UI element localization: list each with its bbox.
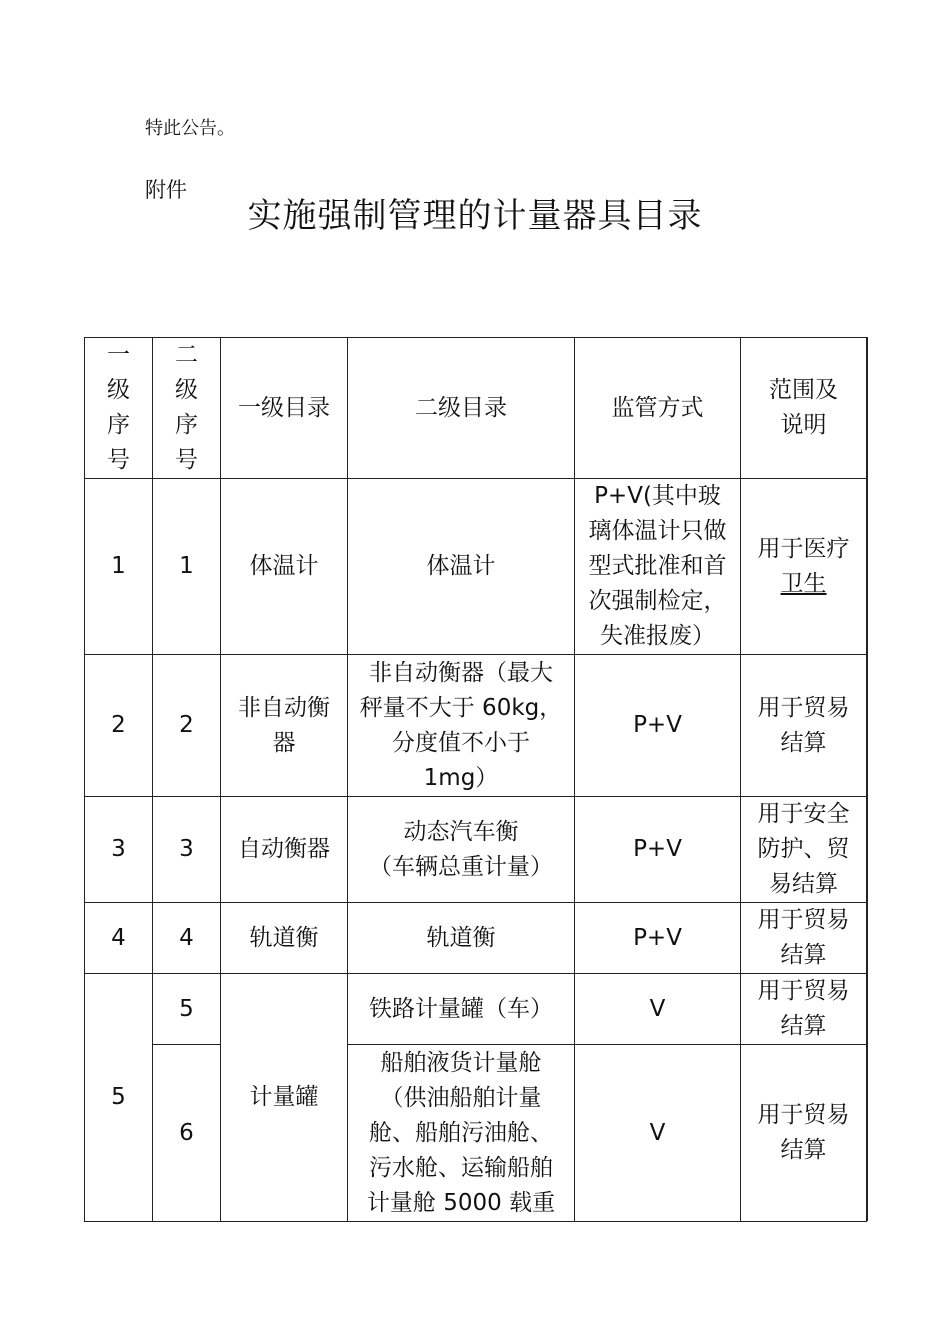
cell-level2-category: 体温计 [348, 479, 575, 655]
cell-level2-category: 铁路计量罐（车） [348, 974, 575, 1045]
cell-level1-no: 2 [85, 655, 153, 797]
cell-scope: 用于医疗 卫生 [741, 479, 867, 655]
cell-scope: 用于贸易 结算 [741, 974, 867, 1045]
document-title: 实施强制管理的计量器具目录 [247, 196, 703, 236]
cell-level1-category: 计量罐 [221, 974, 348, 1222]
cell-level1-category: 自动衡器 [221, 797, 348, 903]
cell-supervision-method: P+V [575, 903, 741, 974]
measuring-instrument-catalog-table [84, 337, 867, 1222]
cell-scope: 用于贸易 结算 [741, 1045, 867, 1222]
table-row [85, 655, 867, 797]
cell-level2-category: 非自动衡器（最大 秤量不大于 60kg， 分度值不小于 1mg） [348, 655, 575, 797]
cell-level1-category: 非自动衡 器 [221, 655, 348, 797]
cell-level2-no: 1 [153, 479, 221, 655]
cell-level2-no: 6 [153, 1045, 221, 1222]
cell-level2-no: 3 [153, 797, 221, 903]
header-supervision-method: 监管方式 [575, 338, 741, 479]
table-row [85, 1045, 867, 1222]
cell-level1-no: 1 [85, 479, 153, 655]
table-row [85, 797, 867, 903]
attachment-label: 附件 [145, 178, 187, 202]
cell-supervision-method: V [575, 1045, 741, 1222]
cell-level2-no: 4 [153, 903, 221, 974]
cell-supervision-method: P+V [575, 655, 741, 797]
cell-level1-no: 4 [85, 903, 153, 974]
table-row [85, 903, 867, 974]
cell-supervision-method: P+V [575, 797, 741, 903]
cell-scope: 用于贸易 结算 [741, 655, 867, 797]
cell-level2-category: 轨道衡 [348, 903, 575, 974]
cell-supervision-method: V [575, 974, 741, 1045]
notice-text: 特此公告。 [145, 118, 235, 139]
cell-supervision-method: P+V(其中玻 璃体温计只做 型式批准和首 次强制检定， 失准报废） [575, 479, 741, 655]
cell-scope: 用于安全 防护、贸 易结算 [741, 797, 867, 903]
cell-level2-category: 船舶液货计量舱 （供油船舶计量 舱、船舶污油舱、 污水舱、运输船舶 计量舱 5000 载重 [348, 1045, 575, 1222]
header-level1-category: 一级目录 [221, 338, 348, 479]
table-row [85, 479, 867, 655]
cell-level2-category: 动态汽车衡 （车辆总重计量） [348, 797, 575, 903]
cell-level1-category: 轨道衡 [221, 903, 348, 974]
header-level2-category: 二级目录 [348, 338, 575, 479]
cell-level1-no: 3 [85, 797, 153, 903]
header-level1-no: 一 级 序 号 [85, 338, 153, 479]
cell-level2-no: 5 [153, 974, 221, 1045]
cell-level2-no: 2 [153, 655, 221, 797]
cell-level1-no: 5 [85, 974, 153, 1222]
cell-level1-category: 体温计 [221, 479, 348, 655]
table-right-edge-line [867, 337, 868, 1221]
table-row [85, 974, 867, 1045]
cell-scope: 用于贸易 结算 [741, 903, 867, 974]
header-level2-no: 二 级 序 号 [153, 338, 221, 479]
header-scope: 范围及 说明 [741, 338, 867, 479]
table-header-row [85, 338, 867, 479]
